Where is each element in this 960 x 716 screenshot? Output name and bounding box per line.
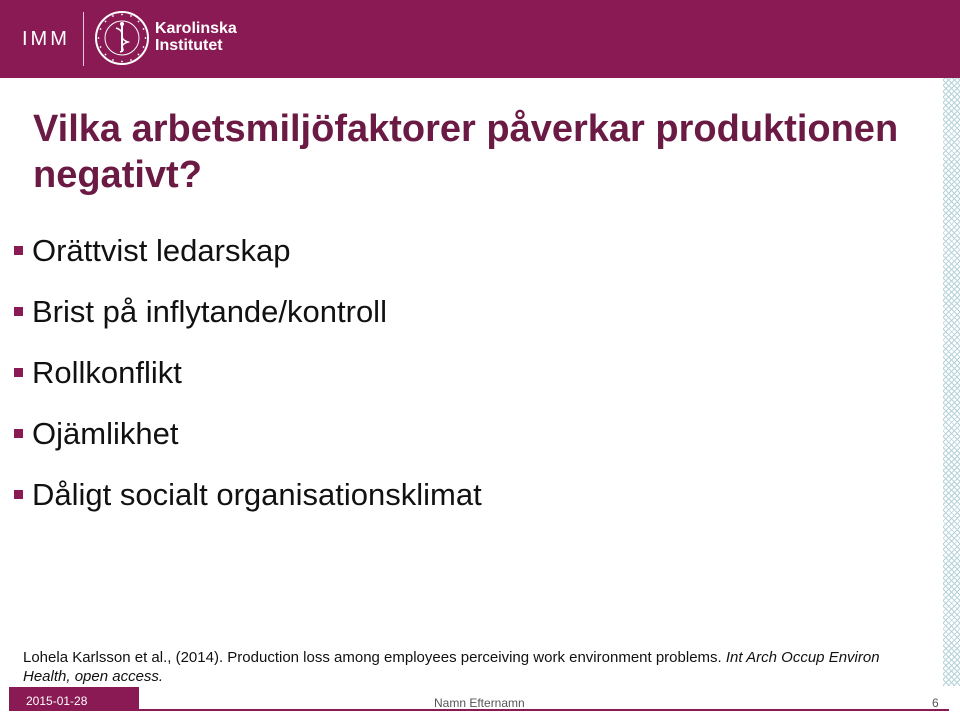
- bullet-text: Rollkonflikt: [32, 355, 182, 390]
- bullet-list: [14, 232, 482, 537]
- header-band: [0, 0, 960, 78]
- bullet-square-icon: [14, 429, 23, 438]
- logo-line-2: Institutet: [155, 37, 223, 54]
- logo-line-1: Karolinska: [155, 20, 237, 37]
- header-text: IMM: [22, 28, 70, 50]
- bullet-square-icon: [14, 246, 23, 255]
- reference-citation: [23, 648, 923, 686]
- karolinska-seal-icon: [94, 10, 150, 66]
- footer-rule: [139, 709, 949, 711]
- footer: [0, 686, 960, 716]
- slide-title: Vilka arbetsmiljöfaktorer påverkar produktionen negativt?: [33, 108, 899, 196]
- decorative-strip: [943, 78, 960, 686]
- bullet-text: Dåligt socialt organisationsklimat: [32, 477, 482, 512]
- reference-main: Lohela Karlsson et al., (2014). Production loss among employees perceiving work environment problems.: [23, 649, 722, 666]
- footer-date: 2015-01-28: [26, 694, 88, 708]
- footer-page-number: 6: [932, 696, 939, 710]
- bullet-item: [14, 415, 482, 476]
- bullet-text: Ojämlikhet: [32, 416, 179, 451]
- bullet-text: Brist på inflytande/kontroll: [32, 294, 387, 329]
- bullet-square-icon: [14, 490, 23, 499]
- bullet-item: [14, 476, 482, 537]
- header-divider: [83, 12, 84, 66]
- bullet-square-icon: [14, 307, 23, 316]
- bullet-text: Orättvist ledarskap: [32, 233, 291, 268]
- bullet-square-icon: [14, 368, 23, 377]
- bullet-item: [14, 354, 482, 415]
- footer-author-name: Namn Efternamn: [434, 696, 525, 710]
- reference-journal: Int Arch Occup Environ Health, open access.: [23, 649, 880, 685]
- bullet-item: [14, 293, 482, 354]
- bullet-item: [14, 232, 482, 293]
